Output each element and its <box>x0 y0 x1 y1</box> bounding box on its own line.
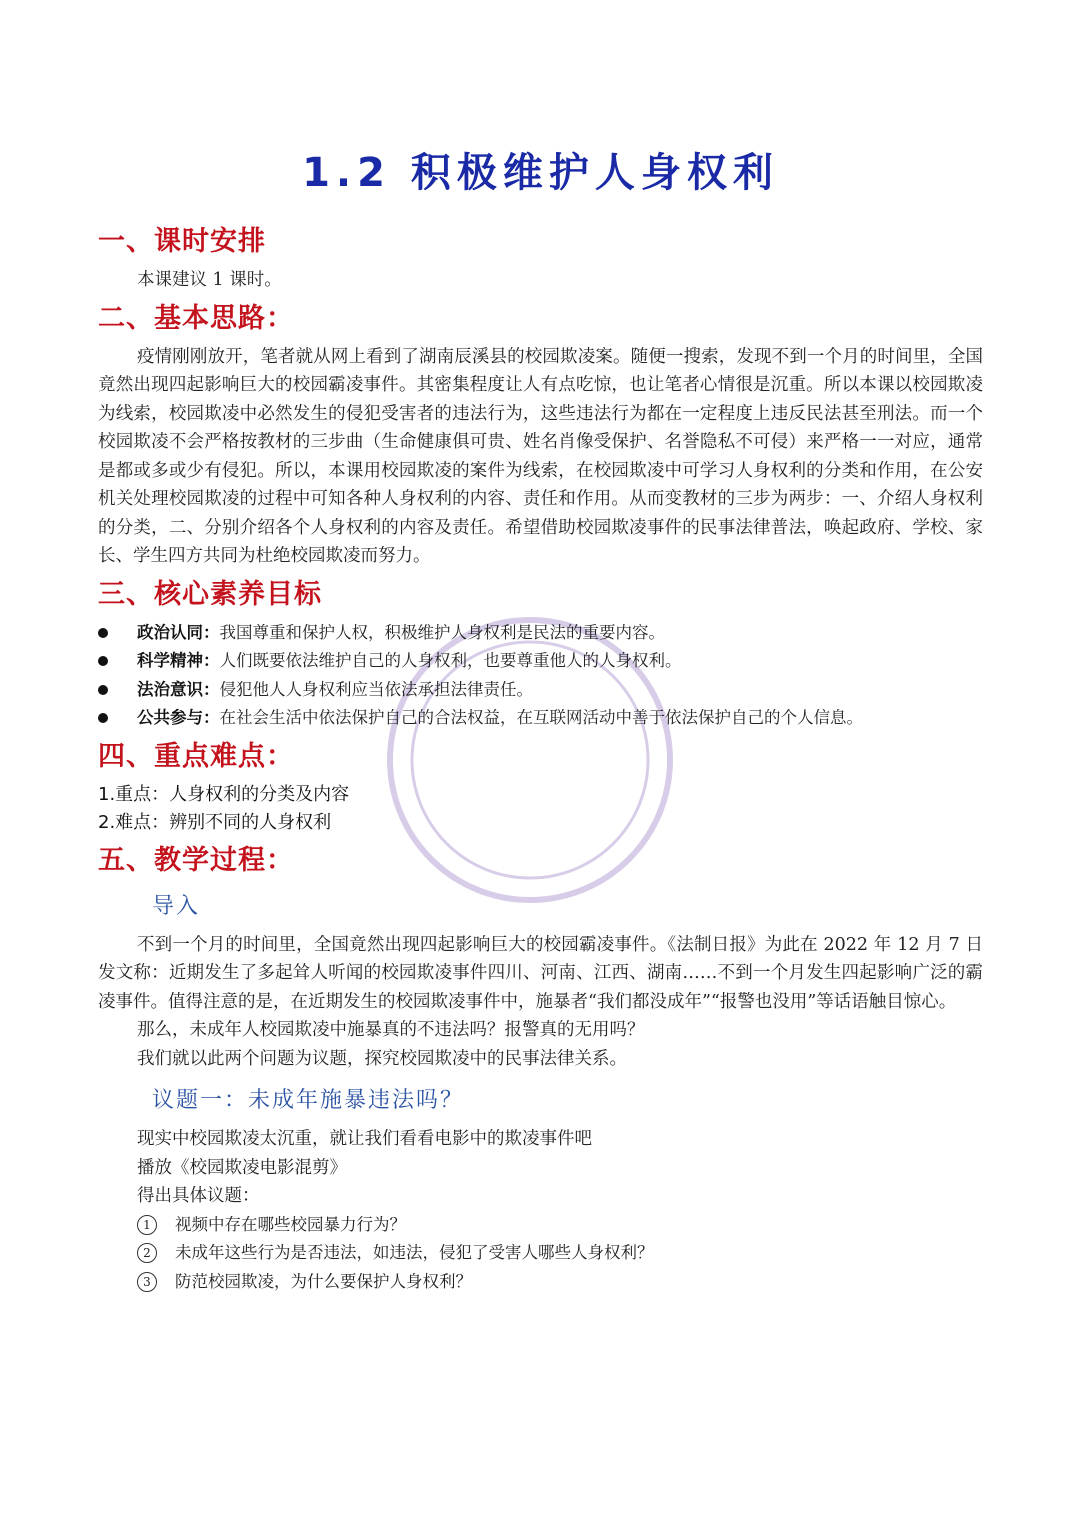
bullet-icon <box>98 713 108 723</box>
topic1-line: 得出具体议题： <box>137 1186 260 1206</box>
question-item <box>98 1211 983 1240</box>
section-heading-goals: 三、核心素养目标 <box>98 578 322 610</box>
goal-label: 法治意识： <box>137 679 220 699</box>
bullet-icon <box>98 656 108 666</box>
section-heading-key-points: 四、重点难点： <box>98 740 294 772</box>
circled-number: 2 <box>137 1243 157 1263</box>
key-point: 1.重点：人身权利的分类及内容 <box>98 783 350 805</box>
bullet-icon <box>98 685 108 695</box>
document-title: 1.2 积极维护人身权利 <box>302 150 779 196</box>
goal-text: 我国尊重和保护人权，积极维护人身权利是民法的重要内容。 <box>219 622 665 642</box>
question-item <box>98 1239 983 1268</box>
intro-topic: 我们就以此两个问题为议题，探究校园欺凌中的民事法律关系。 <box>137 1048 627 1069</box>
goal-text: 侵犯他人人身权利应当依法承担法律责任。 <box>219 679 533 699</box>
topic1-subheading: 议题一：未成年施暴违法吗？ <box>152 1088 465 1113</box>
goal-text: 人们既要依法维护自己的人身权利，也要尊重他人的人身权利。 <box>219 651 682 670</box>
intro-paragraph: 不到一个月的时间里，全国竟然出现四起影响巨大的校园霸凌事件。《法制日报》为此在 2022 年 12 月 7 日发文称：近期发生了多起耸人听闻的校园欺凌事件四川、河南、江西、湖南……不到一个月发生四起影响广泛的霸凌事件。值得注意的是，在近期发生的校园欺凌事件中，施暴者“我们都没成年”“报警也没用”等话语触目惊心。 <box>98 934 983 1012</box>
topic1-line: 播放《校园欺凌电影混剪》 <box>137 1157 347 1178</box>
goal-item <box>98 619 983 648</box>
section-heading-approach: 二、基本思路： <box>98 302 294 334</box>
goal-label: 政治认同： <box>137 622 220 642</box>
intro-subheading: 导入 <box>152 893 201 919</box>
question-text: 视频中存在哪些校园暴力行为？ <box>175 1214 406 1234</box>
approach-paragraph: 疫情刚刚放开，笔者就从网上看到了湖南辰溪县的校园欺凌案。随便一搜索，发现不到一个月的时间里，全国竟然出现四起影响巨大的校园霸凌事件。其密集程度让人有点吃惊，也让笔者心情很是沉重。所以本课以校园欺凌为线索，校园欺凌中必然发生的侵犯受害者的违法行为，这些违法行为都在一定程度上违反民法甚至刑法。而一个校园欺凌不会严格按教材的三步曲（生命健康俱可贵、姓名肖像受保护、名誉隐私不可侵）来严格一一对应，通常是都或多或少有侵犯。所以，本课用校园欺凌的案件为线索，在校园欺凌中可学习人身权利的分类和作用，在公安机关处理校园欺凌的过程中可知各种人身权利的内容、责任和作用。从而变教材的三步为两步：一、介绍人身权利的分类，二、分别介绍各个人身权利的内容及责任。希望借助校园欺凌事件的民事法律普法，唤起政府、学校、家长、学生四方共同为杜绝校园欺凌而努力。 <box>98 346 983 566</box>
question-text: 防范校园欺凌，为什么要保护人身权利？ <box>175 1271 472 1291</box>
goal-text: 在社会生活中依法保护自己的合法权益，在互联网活动中善于依法保护自己的个人信息。 <box>219 708 863 727</box>
goal-item <box>98 704 983 733</box>
circled-number: 3 <box>137 1272 157 1292</box>
schedule-text: 本课建议 1 课时。 <box>137 270 282 290</box>
topic1-line: 现实中校园欺凌太沉重，就让我们看看电影中的欺凌事件吧 <box>137 1129 592 1149</box>
bullet-icon <box>98 628 108 638</box>
difficult-point: 2.难点：辨别不同的人身权利 <box>98 811 332 833</box>
question-item <box>98 1268 983 1297</box>
goal-item <box>98 647 983 676</box>
goal-item <box>98 676 983 705</box>
section-heading-process: 五、教学过程： <box>98 844 294 876</box>
section-heading-schedule: 一、课时安排 <box>98 226 266 257</box>
intro-question: 那么，未成年人校园欺凌中施暴真的不违法吗？报警真的无用吗？ <box>137 1020 645 1040</box>
question-text: 未成年这些行为是否违法，如违法，侵犯了受害人哪些人身权利？ <box>175 1243 654 1262</box>
circled-number: 1 <box>137 1215 157 1235</box>
goal-label: 科学精神： <box>137 651 220 670</box>
goal-label: 公共参与： <box>137 708 220 727</box>
